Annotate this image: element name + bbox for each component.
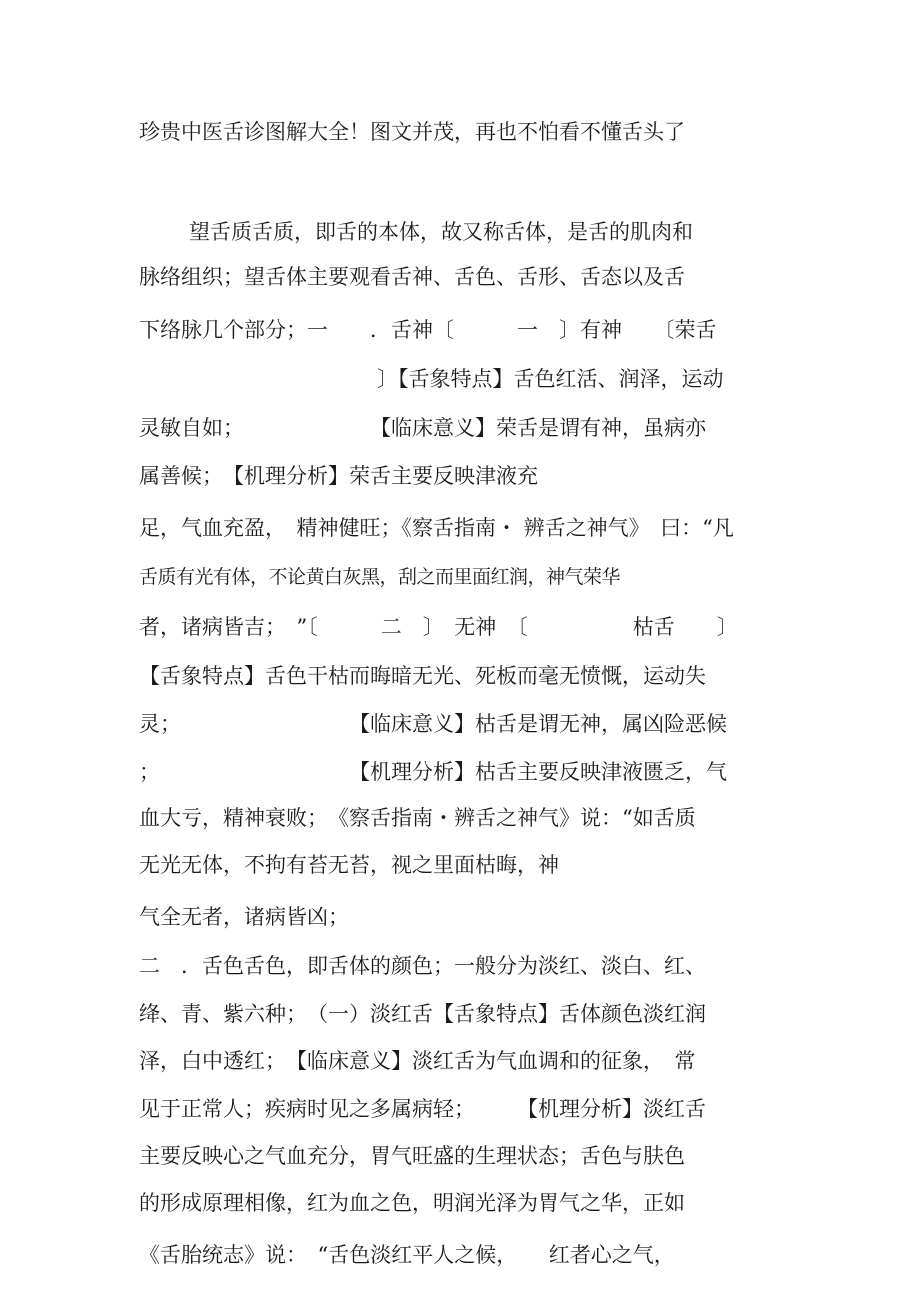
text-line: 望舌质舌质，即舌的本体，故又称舌体，是舌的肌肉和	[189, 220, 693, 244]
text-line: 的形成原理相像，红为血之色，明润光泽为胃气之华，正如	[139, 1191, 685, 1215]
text-line: 【舌象特点】舌色干枯而晦暗无光、死板而毫无愤慨，运动失	[139, 664, 706, 688]
text-line: 主要反映心之气血充分，胃气旺盛的生理状态；舌色与肤色	[139, 1144, 685, 1168]
text-line: 灵； 【临床意义】枯舌是谓无神，属凶险恶候	[139, 712, 727, 736]
text-line: 下络脉几个部分；一 ．舌神〔 一 〕有神 〔荣舌	[139, 318, 717, 342]
text-line: 无光无体，不拘有苔无苔，视之里面枯晦，神	[139, 853, 559, 877]
text-line: 《舌胎统志》说： “舌色淡红平人之候， 红者心之气，	[139, 1243, 675, 1267]
text-line: 泽，白中透红； 【临床意义】淡红舌为气血调和的征象， 常	[139, 1049, 696, 1073]
text-line: 血大亏，精神衰败； 《察舌指南・辨舌之神气》说：“如舌质	[139, 806, 696, 830]
text-line: 灵敏自如； 【临床意义】荣舌是谓有神，虽病亦	[139, 416, 706, 440]
text-line: 绛、青、紫六种； （一）淡红舌【舌象特点】舌体颜色淡红润	[139, 1002, 706, 1026]
text-line: 见于正常人；疾病时见之多属病轻； 【机理分析】淡红舌	[139, 1097, 706, 1121]
text-line: 者，诸病皆吉； ”〔 二 〕 无神 〔 枯舌 〕	[139, 615, 738, 639]
text-line: 属善候； 【机理分析】荣舌主要反映津液充	[139, 464, 538, 488]
text-line: 气全无者，诸病皆凶；	[139, 905, 349, 929]
document-title: 珍贵中医舌诊图解大全！图文并茂，再也不怕看不懂舌头了	[139, 120, 685, 144]
text-line: ； 【机理分析】枯舌主要反映津液匮乏，气	[139, 760, 727, 784]
text-line: 足，气血充盈， 精神健旺；《察舌指南・ 辨舌之神气》 曰：“凡	[139, 516, 734, 540]
text-line: 脉络组织；望舌体主要观看舌神、舌色、舌形、舌态以及舌	[139, 265, 685, 289]
text-line: 二 ．舌色舌色，即舌体的颜色；一般分为淡红、淡白、红、	[139, 954, 706, 978]
text-line: 舌质有光有体，不论黄白灰黑，刮之而里面红润，神气荣华	[139, 566, 621, 588]
text-line: 〕【舌象特点】舌色红活、润泽，运动	[377, 367, 724, 391]
